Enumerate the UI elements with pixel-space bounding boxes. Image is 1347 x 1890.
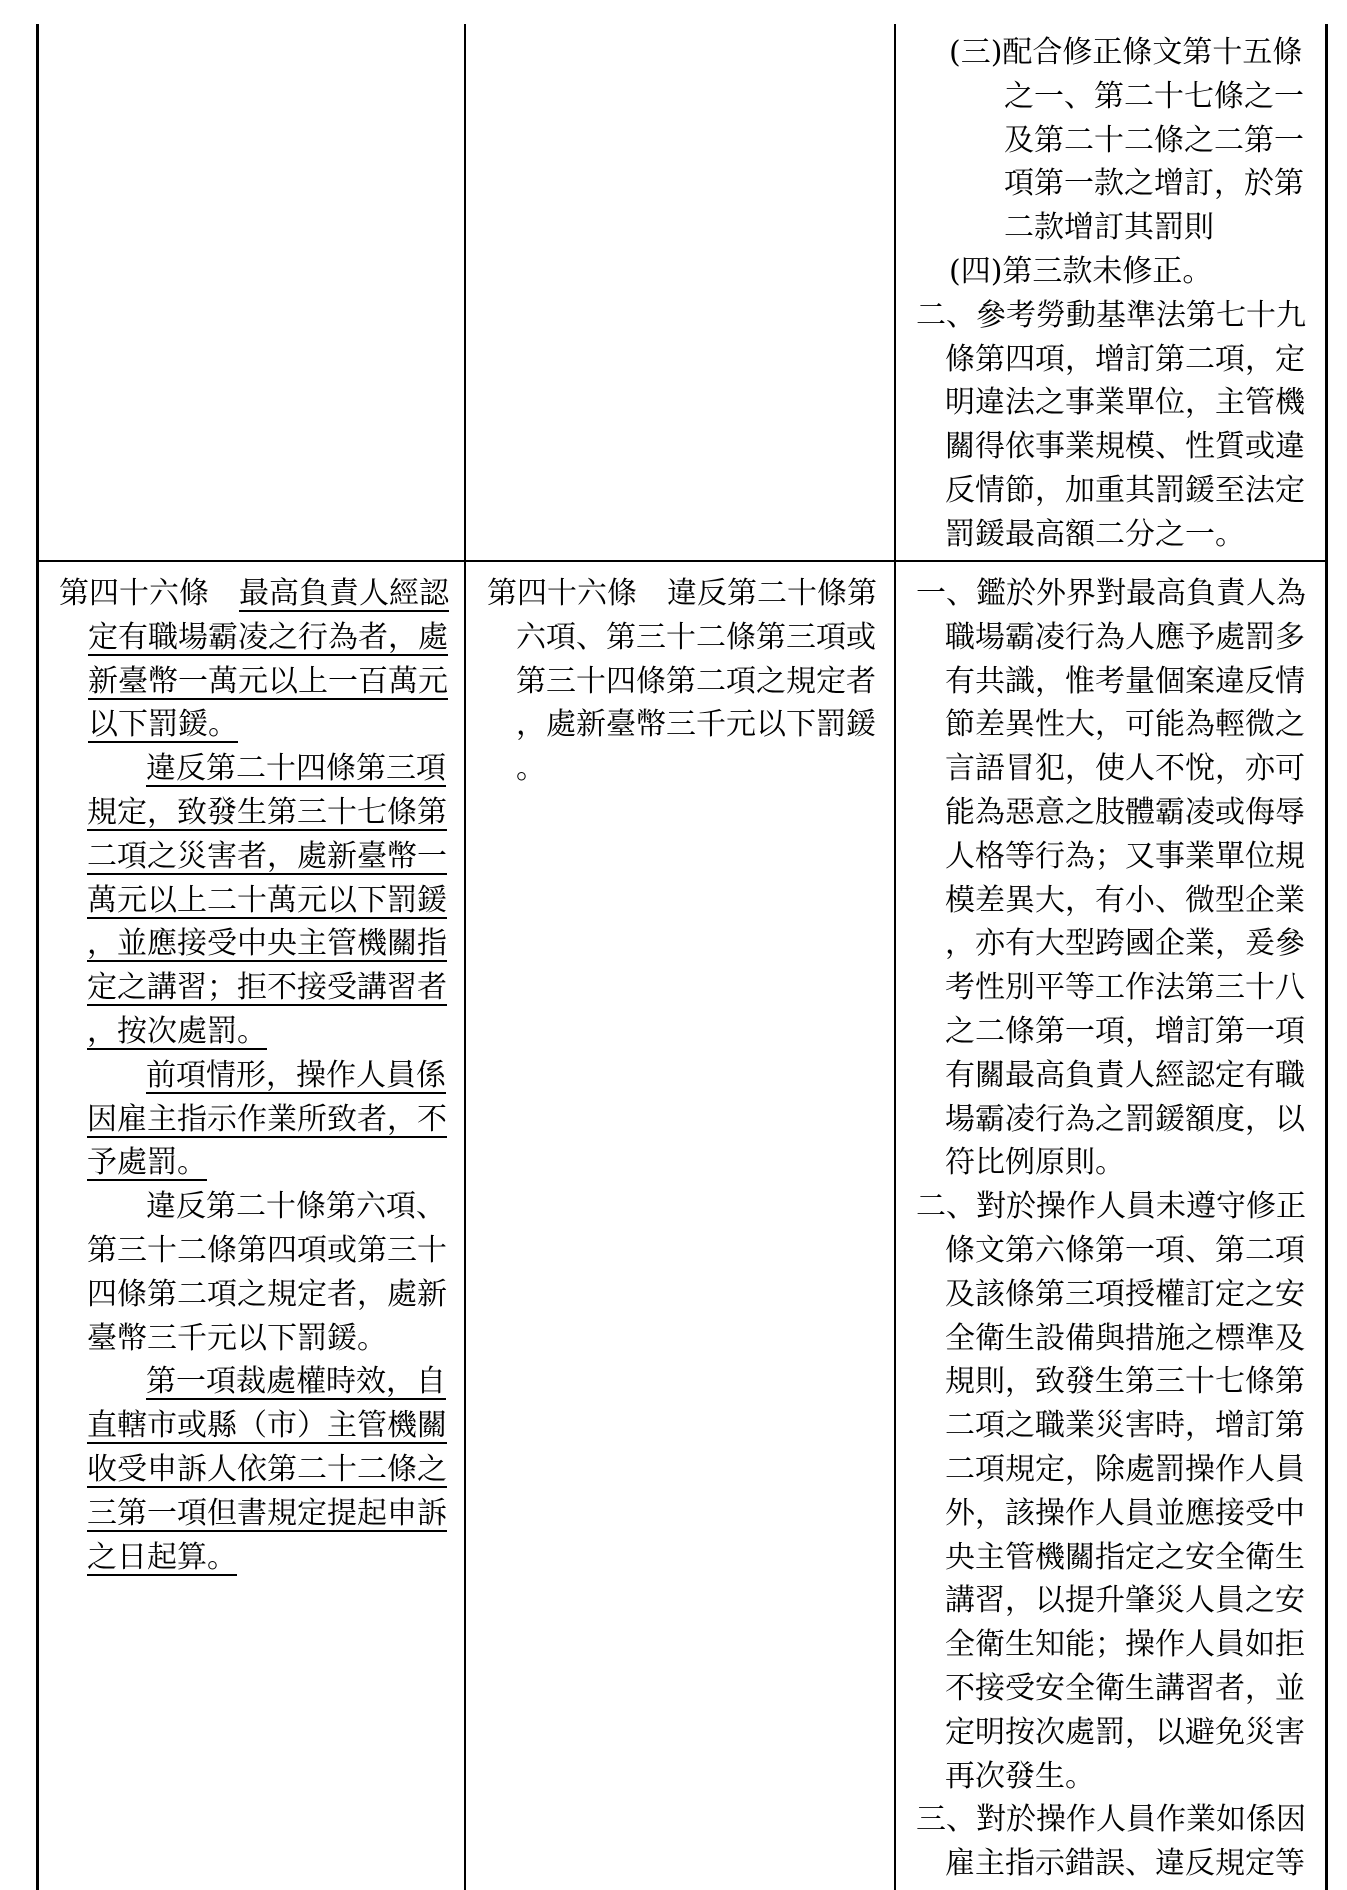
text-line	[916, 747, 1308, 791]
amended-text: 予處罰。	[87, 1145, 207, 1181]
line-text: 三、對於操作人員作業如係因	[916, 1802, 1306, 1838]
text-line	[59, 703, 451, 747]
text-line	[916, 703, 1308, 747]
line-text: 及第二十二條之二第一	[1004, 122, 1304, 158]
line-text: 全衛生知能；操作人員如拒	[945, 1627, 1305, 1663]
text-line	[487, 616, 879, 660]
text-line	[487, 703, 879, 747]
text-line	[916, 1141, 1308, 1185]
article-paragraph	[59, 747, 451, 1054]
line-text: 第三十二條第四項或第三十	[87, 1232, 447, 1268]
line-text: 定明按次處罰，以避免災害	[945, 1714, 1305, 1750]
text-line	[59, 1141, 451, 1185]
text-line	[59, 1492, 451, 1536]
explanation-item	[916, 294, 1308, 557]
article-heading-paragraph	[487, 572, 879, 791]
text-line	[916, 1579, 1308, 1623]
line-text: 不接受安全衛生講習者，並	[945, 1670, 1305, 1706]
amended-text: 最高負責人經認	[239, 576, 449, 611]
text-line	[916, 469, 1308, 513]
article-paragraph	[59, 1054, 451, 1185]
explanation-item	[916, 1798, 1308, 1886]
line-text: 職場霸凌行為人應予處罰多	[945, 619, 1305, 655]
line-text: 明違法之事業單位，主管機	[945, 385, 1305, 421]
text-line	[916, 338, 1308, 382]
line-text: 全衛生設備與措施之標準及	[945, 1320, 1305, 1356]
text-line	[916, 1711, 1308, 1755]
amended-text: 因雇主指示作業所致者，不	[87, 1101, 447, 1137]
line-text: 關得依事業規模、性質或違	[945, 429, 1305, 465]
amended-text: 之日起算。	[87, 1539, 237, 1575]
text-line	[916, 31, 1308, 75]
amended-text: 規定，致發生第三十七條第	[87, 794, 447, 830]
line-text: ，亦有大型跨國企業，爰參	[945, 926, 1305, 962]
amended-text: 定之講習；拒不接受講習者	[87, 970, 447, 1006]
sub-item	[916, 31, 1308, 250]
text-line	[916, 660, 1308, 704]
line-text: 符比例原則。	[945, 1145, 1125, 1181]
article-paragraph	[59, 1185, 451, 1360]
line-text: 違反第二十條第六項、	[146, 1189, 446, 1225]
column-divider	[464, 24, 466, 1890]
text-line	[59, 1185, 451, 1229]
line-text: 第三十四條第二項之規定者	[516, 663, 876, 699]
text-line	[59, 1010, 451, 1054]
text-line	[916, 381, 1308, 425]
text-line	[916, 119, 1308, 163]
table-border-left	[36, 24, 39, 1890]
text-line	[59, 835, 451, 879]
line-text: 四條第二項之規定者，處新	[87, 1276, 447, 1312]
text-line	[916, 572, 1308, 616]
article-number: 第四十六條	[59, 576, 239, 611]
text-line	[916, 1317, 1308, 1361]
explanation-item	[916, 1185, 1308, 1798]
line-text: 規則，致發生第三十七條第	[945, 1364, 1305, 1400]
text-line	[59, 791, 451, 835]
text-line	[916, 1098, 1308, 1142]
line-text: 項第一款之增訂，於第	[1004, 166, 1304, 202]
text-line	[916, 513, 1308, 557]
text-line	[59, 1098, 451, 1142]
line-text: 雇主指示錯誤、違反規定等	[945, 1846, 1305, 1882]
line-text: 反情節，加重其罰鍰至法定	[945, 472, 1305, 508]
text-line	[59, 572, 451, 616]
article-number: 第四十六條	[487, 576, 667, 611]
text-line	[59, 1404, 451, 1448]
text-line	[59, 879, 451, 923]
line-text: (四)第三款未修正。	[949, 253, 1213, 289]
sub-item	[916, 250, 1308, 294]
text-line	[487, 660, 879, 704]
text-line	[59, 1448, 451, 1492]
explanation-cell	[916, 572, 1308, 1886]
text-line	[916, 1360, 1308, 1404]
amended-text: 定有職場霸凌之行為者，處	[88, 619, 448, 655]
line-text: 節差異性大，可能為輕微之	[945, 707, 1305, 743]
amended-text: 二項之災害者，處新臺幣一	[87, 838, 447, 874]
line-text: 六項、第三十二條第三項或	[516, 619, 876, 655]
line-text: 之一、第二十七條之一	[1004, 78, 1304, 114]
amended-text: 收受申訴人依第二十二條之	[87, 1451, 447, 1487]
explanation-item	[916, 572, 1308, 1185]
line-text: 二、參考勞動基準法第七十九	[916, 297, 1306, 333]
text-line	[59, 1054, 451, 1098]
line-text: 有關最高負責人經認定有職	[945, 1057, 1305, 1093]
text-line	[916, 966, 1308, 1010]
text-line	[59, 966, 451, 1010]
table-border-right	[1325, 24, 1328, 1890]
text-line	[916, 616, 1308, 660]
article-paragraph	[59, 1360, 451, 1579]
line-text: 二項規定，除處罰操作人員	[945, 1451, 1305, 1487]
row-divider	[36, 560, 1328, 562]
text-line	[59, 1536, 451, 1580]
text-line	[916, 1623, 1308, 1667]
line-text: 講習，以提升肇災人員之安	[945, 1583, 1305, 1619]
text-line	[916, 1054, 1308, 1098]
text-line	[487, 572, 879, 616]
text-line	[59, 1229, 451, 1273]
text-line	[59, 616, 451, 660]
amended-text: 萬元以上二十萬元以下罰鍰	[87, 882, 447, 918]
line-text: 再次發生。	[945, 1758, 1095, 1794]
amended-text: 三第一項但書規定提起申訴	[87, 1495, 447, 1531]
amended-text: 前項情形，操作人員係	[146, 1057, 446, 1093]
amended-text: 以下罰鍰。	[88, 707, 238, 743]
text-line	[916, 1185, 1308, 1229]
amended-text: 直轄市或縣（市）主管機關	[87, 1408, 447, 1444]
line-text: 二款增訂其罰則	[1004, 210, 1214, 246]
text-line	[916, 162, 1308, 206]
text-line	[916, 835, 1308, 879]
line-text: 違反第二十條第	[667, 576, 877, 611]
text-line	[487, 747, 879, 791]
amended-text: ，按次處罰。	[87, 1013, 267, 1049]
amended-text: 第一項裁處權時效，自	[146, 1364, 446, 1400]
line-text: 臺幣三千元以下罰鍰。	[87, 1320, 387, 1356]
line-text: 。	[516, 751, 546, 787]
text-line	[916, 791, 1308, 835]
line-text: 條第四項，增訂第二項，定	[945, 341, 1305, 377]
line-text: 能為惡意之肢體霸凌或侮辱	[945, 794, 1305, 830]
line-text: 外，該操作人員並應接受中	[945, 1495, 1305, 1531]
text-line	[59, 660, 451, 704]
amended-text: 違反第二十四條第三項	[146, 751, 446, 787]
current-provision-cell	[487, 572, 879, 791]
text-line	[916, 1842, 1308, 1886]
text-line	[916, 206, 1308, 250]
text-line	[916, 250, 1308, 294]
text-line	[59, 1273, 451, 1317]
text-line	[59, 922, 451, 966]
amended-provision-cell	[59, 572, 451, 1579]
text-line	[916, 1229, 1308, 1273]
text-line	[916, 1667, 1308, 1711]
text-line	[916, 1273, 1308, 1317]
line-text: 央主管機關指定之安全衛生	[945, 1539, 1305, 1575]
text-line	[916, 425, 1308, 469]
column-divider	[894, 24, 896, 1890]
text-line	[916, 1404, 1308, 1448]
line-text: 一、鑑於外界對最高負責人為	[916, 576, 1306, 611]
line-text: 考性別平等工作法第三十八	[945, 970, 1305, 1006]
text-line	[916, 1010, 1308, 1054]
explanation-cell	[916, 31, 1308, 557]
line-text: 二、對於操作人員未遵守修正	[916, 1189, 1306, 1225]
text-line	[916, 1755, 1308, 1799]
line-text: (三)配合修正條文第十五條	[949, 35, 1303, 70]
amended-text: ，並應接受中央主管機關指	[87, 926, 447, 962]
text-line	[916, 879, 1308, 923]
text-line	[916, 1492, 1308, 1536]
text-line	[59, 1360, 451, 1404]
text-line	[916, 1448, 1308, 1492]
line-text: 人格等行為；又事業單位規	[945, 838, 1305, 874]
line-text: 言語冒犯，使人不悅，亦可	[945, 751, 1305, 787]
line-text: 之二條第一項，增訂第一項	[945, 1013, 1305, 1049]
line-text: 及該條第三項授權訂定之安	[945, 1276, 1305, 1312]
line-text: ，處新臺幣三千元以下罰鍰	[516, 707, 876, 743]
text-line	[916, 1798, 1308, 1842]
article-heading-paragraph	[59, 572, 451, 747]
text-line	[59, 747, 451, 791]
line-text: 場霸凌行為之罰鍰額度，以	[945, 1101, 1305, 1137]
amended-text: 新臺幣一萬元以上一百萬元	[88, 663, 448, 699]
text-line	[59, 1317, 451, 1361]
text-line	[916, 75, 1308, 119]
line-text: 條文第六條第一項、第二項	[945, 1232, 1305, 1268]
text-line	[916, 294, 1308, 338]
text-line	[916, 1536, 1308, 1580]
line-text: 模差異大，有小、微型企業	[945, 882, 1305, 918]
line-text: 二項之職業災害時，增訂第	[945, 1408, 1305, 1444]
line-text: 罰鍰最高額二分之一。	[945, 516, 1245, 552]
text-line	[916, 922, 1308, 966]
line-text: 有共識，惟考量個案違反情	[945, 663, 1305, 699]
